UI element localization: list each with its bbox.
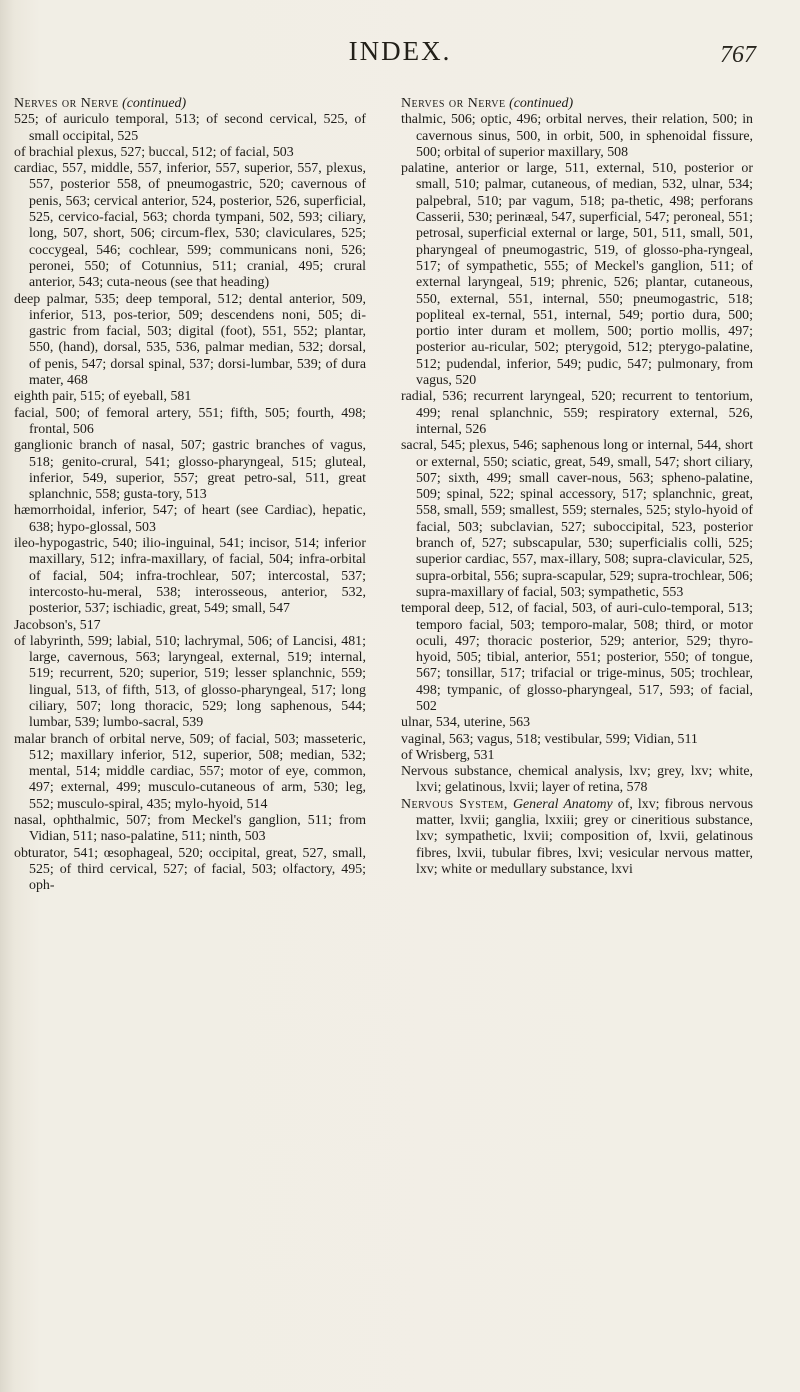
- index-entry: [14, 634, 366, 732]
- entry-heading: Nerves or Nerve: [14, 96, 119, 111]
- entry-text: 525; of auriculo temporal, 513; of second cervical, 525, of small occipital, 525: [14, 112, 366, 144]
- entry-text: temporal deep, 512, of facial, 503, of auri-culo-temporal, 513; temporo facial, 503; temporo-malar, 508; third, or motor oculi, 497; thoracic posterior, 529; anterior, 529; thyro-hyoid, 505; tibial, anterior, 551; posterior, 550; of tongue, 567; tonsillar, 517; trifacial or trige-minus, 505; trochlear, 498; tympanic, of glosso-pharyngeal, 517, 593; of facial, 502: [401, 601, 753, 714]
- entry-text: Nervous substance, chemical analysis, lxv; grey, lxv; white, lxvi; gelatinous, lxvii; layer of retina, 578: [401, 764, 753, 796]
- index-entry: [14, 846, 366, 895]
- index-entry: [401, 748, 753, 764]
- entry-italic: General Anatomy: [512, 796, 613, 812]
- index-entry: [14, 112, 366, 145]
- page-title: INDEX.: [348, 36, 452, 66]
- entry-text: palatine, anterior or large, 511, external, 510, posterior or small, 510; palmar, cutaneous, of median, 532, ulnar, 534; palpebral, 510; par vagum, 518; pa-thetic, 498; perforans Casserii, 530; perinæal, 547, superficial, 547; peroneal, 551; petrosal, superficial external or large, 501, 511, small, 501, pharyngeal of pneumogastric, 519, of glosso-pha-ryngeal, 517; of sympathetic, 555; of Meckel's ganglion, 511; of external laryngeal, 519; phrenic, 526; plantar, cutaneous, 550, external, 551, internal, 550; pneumogastric, 518; popliteal ex-ternal, 551, internal, 549; portio dura, 500; portio inter duram et mollem, 500; portio mollis, 497; posterior au-ricular, 502; pterygoid, 512; pterygo-palatine, 512; pudendal, inferior, 549; pudic, 547; pulmonary, from vagus, 520: [401, 161, 753, 389]
- entry-text: nasal, ophthalmic, 507; from Meckel's ganglion, 511; from Vidian, 511; naso-palatine, 511; ninth, 503: [14, 813, 366, 845]
- index-entry: [401, 601, 753, 715]
- index-entry: [14, 438, 366, 503]
- index-entry: [14, 161, 366, 291]
- entry-text: vaginal, 563; vagus, 518; vestibular, 599; Vidian, 511: [401, 731, 698, 747]
- index-entry: [14, 813, 366, 846]
- index-entry: [401, 438, 753, 601]
- entry-text: radial, 536; recurrent laryngeal, 520; recurrent to tentorium, 499; renal splanchnic, 559; respiratory external, 526, internal, 526: [401, 389, 753, 437]
- entry-text: ganglionic branch of nasal, 507; gastric branches of vagus, 518; genito-crural, 541; glosso-pharyngeal, 515; gluteal, inferior, 549, superior, 557; great petro-sal, 511, great splanchnic, 558; gusta-tory, 513: [14, 438, 366, 503]
- index-entry: [14, 503, 366, 536]
- index-entry: [401, 732, 753, 748]
- index-entry: [401, 797, 753, 878]
- index-entry: [401, 161, 753, 389]
- entry-text: obturator, 541; œsophageal, 520; occipital, great, 527, small, 525; of third cervical, 527; of facial, 503; olfactory, 495; oph-: [14, 845, 366, 894]
- index-entry: [14, 389, 366, 405]
- right-index-column: [401, 96, 753, 1376]
- index-entry: [401, 389, 753, 438]
- entry-text: of brachial plexus, 527; buccal, 512; of facial, 503: [14, 144, 294, 160]
- index-entry: [401, 764, 753, 797]
- index-entry: [14, 145, 366, 161]
- entry-heading: Nervous System,: [401, 796, 508, 812]
- index-entry: [14, 406, 366, 439]
- entry-text: malar branch of orbital nerve, 509; of facial, 503; masseteric, 512; maxillary inferior, 512, superior, 508; median, 532; mental, 514; middle cardiac, 557; motor of eye, common, 497; external, 499; musculo-cutaneous of arm, 530; leg, 552; musculo-spiral, 435; mylo-hyoid, 514: [14, 731, 366, 812]
- entry-text: ulnar, 534, uterine, 563: [401, 715, 531, 731]
- entry-text: of labyrinth, 599; labial, 510; lachrymal, 506; of Lancisi, 481; large, cavernous, 563; laryngeal, external, 519; internal, 519; recurrent, 520; superior, 519; lesser splanchnic, 559; lingual, 513, of fifth, 513, of glosso-pharyngeal, 517; long ciliary, 507; long thoracic, 529; long saphenous, 544; lumbar, 539; lumbo-sacral, 539: [14, 633, 366, 731]
- entry-text: of, lxv; fibrous nervous matter, lxvii; ganglia, lxxiii; grey or cineritious substance, lxv; sympathetic, lxvii; composition of, lxvii, gelatinous fibres, lxvii, tubular fibres, lxvi; vesicular nervous matter, lxv; white or medullary substance, lxvi: [416, 796, 753, 877]
- page-number: 767: [720, 42, 756, 68]
- entry-text: Jacobson's, 517: [14, 617, 101, 633]
- entry-text: thalmic, 506; optic, 496; orbital nerves, their relation, 500; in cavernous sinus, 500, in orbit, 500, in sphenoidal fissure, 500; orbital of superior maxillary, 508: [401, 112, 753, 160]
- running-header: [0, 20, 800, 80]
- index-entry: [14, 536, 366, 617]
- index-entry: [401, 715, 753, 731]
- entry-italic: (continued): [509, 96, 574, 111]
- entry-text: sacral, 545; plexus, 546; saphenous long or internal, 544, short or external, 550; sciatic, great, 549, small, 547; short ciliary, 507; sixth, 499; small caver-nous, 563; spheno-palatine, 509; spinal, 522; spinal accessory, 517; splanchnic, great, 558, small, 559; smallest, 559; sternales, 525; stylo-hyoid of facial, 503; subclavian, 527; suboccipital, 523, posterior branch of, 527; subscapular, 530; superficialis colli, 525; superior cardiac, 557, max-illary, 508; supra-clavicular, 525, supra-orbital, 556; supra-scapular, 529; supra-trochlear, 506; supra-maxillary of facial, 503; sympathetic, 553: [401, 438, 753, 600]
- index-entry: [14, 96, 366, 112]
- entry-text: ileo-hypogastric, 540; ilio-inguinal, 541; incisor, 514; inferior maxillary, 512; infra-maxillary, of facial, 504; infra-orbital of facial, 504; infra-trochlear, 507; intercostal, 537; intercosto-hu-meral, 538; interosseous, anterior, 532, posterior, 537; ischiadic, great, 549; small, 547: [14, 536, 366, 617]
- index-entry: [401, 96, 753, 112]
- left-index-column: [14, 96, 366, 1376]
- entry-text: cardiac, 557, middle, 557, inferior, 557, superior, 557, plexus, 557, posterior 558, of pneumogastric, 520; cavernous of penis, 563; cervical anterior, 524, posterior, 526, superficial, 525, cervico-facial, 563; chorda tympani, 502, 593; ciliary, long, 507, short, 506; circum-flex, 530; claviculares, 525; coccygeal, 546; cochlear, 599; communicans noni, 526; peronei, 550; of Cotunnius, 511; cranial, 495; crural anterior, 543; cuta-neous (see that heading): [14, 161, 366, 291]
- index-entry: [14, 732, 366, 813]
- index-entry: [401, 112, 753, 161]
- index-entry: [14, 618, 366, 634]
- entry-text: hæmorrhoidal, inferior, 547; of heart (see Cardiac), hepatic, 638; hypo-glossal, 503: [14, 503, 366, 535]
- entry-italic: (continued): [122, 96, 187, 111]
- entry-text: of Wrisberg, 531: [401, 747, 495, 763]
- index-entry: [14, 292, 366, 390]
- entry-text: eighth pair, 515; of eyeball, 581: [14, 389, 192, 405]
- entry-heading: Nerves or Nerve: [401, 96, 506, 111]
- entry-text: deep palmar, 535; deep temporal, 512; dental anterior, 509, inferior, 513, pos-terior, 509; descendens noni, 505; di-gastric from facial, 503; digital (foot), 551, 552; plantar, 550, (hand), dorsal, 535, 536, palmar median, 532; dorsal, of penis, 547; dorsal spinal, 537; dorsi-lumbar, 539; of dura mater, 468: [14, 291, 366, 389]
- entry-text: facial, 500; of femoral artery, 551; fifth, 505; fourth, 498; frontal, 506: [14, 405, 366, 437]
